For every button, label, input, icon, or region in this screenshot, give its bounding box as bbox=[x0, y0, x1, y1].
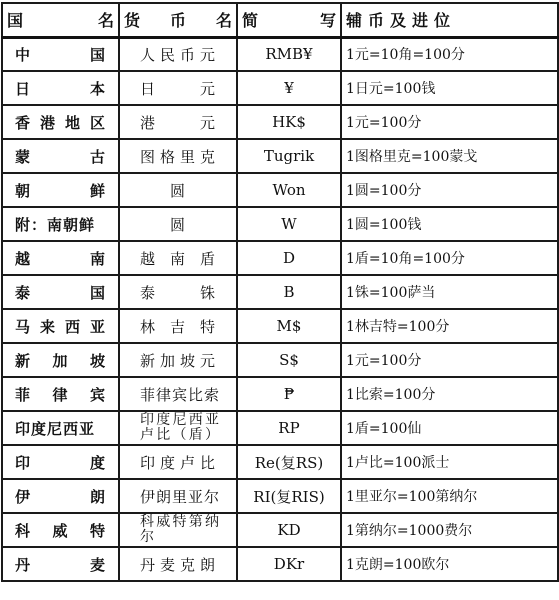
abbreviation-cell: RI(复RIS) bbox=[237, 479, 341, 513]
country-cell: 朝 鲜 bbox=[2, 173, 119, 207]
abbreviation-cell: Won bbox=[237, 173, 341, 207]
subunit-cell: 1克朗=100欧尔 bbox=[341, 547, 558, 581]
country-cell: 印度尼西亚 bbox=[2, 411, 119, 445]
subunit-cell: 1元=100分 bbox=[341, 343, 558, 377]
currency-cell: 林吉特 bbox=[119, 309, 237, 343]
abbreviation-cell: DKr bbox=[237, 547, 341, 581]
subunit-cell: 1卢比=100派士 bbox=[341, 445, 558, 479]
table-row bbox=[2, 513, 558, 547]
subunit-cell: 1林吉特=100分 bbox=[341, 309, 558, 343]
abbreviation-cell: Tugrik bbox=[237, 139, 341, 173]
country-cell: 香港地区 bbox=[2, 105, 119, 139]
abbreviation-cell: S$ bbox=[237, 343, 341, 377]
table-row bbox=[2, 37, 558, 71]
abbreviation-cell: Re(复RS) bbox=[237, 445, 341, 479]
table-row bbox=[2, 71, 558, 105]
subunit-cell: 1图格里克=100蒙戈 bbox=[341, 139, 558, 173]
currency-cell: 印度尼西亚卢比（盾） bbox=[119, 411, 237, 445]
table-row bbox=[2, 105, 558, 139]
subunit-cell: 1铢=100萨当 bbox=[341, 275, 558, 309]
currency-cell: 圆 bbox=[119, 207, 237, 241]
subunit-cell: 1里亚尔=100第纳尔 bbox=[341, 479, 558, 513]
country-cell: 菲律宾 bbox=[2, 377, 119, 411]
currency-table bbox=[1, 2, 559, 582]
currency-cell: 新加坡元 bbox=[119, 343, 237, 377]
currency-cell: 丹麦克朗 bbox=[119, 547, 237, 581]
table-row bbox=[2, 445, 558, 479]
abbreviation-cell: HK$ bbox=[237, 105, 341, 139]
country-cell: 新加坡 bbox=[2, 343, 119, 377]
abbreviation-cell: M$ bbox=[237, 309, 341, 343]
subunit-cell: 1盾=10角=100分 bbox=[341, 241, 558, 275]
abbreviation-cell: KD bbox=[237, 513, 341, 547]
abbreviation-cell: W bbox=[237, 207, 341, 241]
country-cell: 蒙 古 bbox=[2, 139, 119, 173]
table-row bbox=[2, 275, 558, 309]
abbreviation-cell: D bbox=[237, 241, 341, 275]
subunit-cell: 1圆=100钱 bbox=[341, 207, 558, 241]
country-cell: 科威特 bbox=[2, 513, 119, 547]
currency-cell: 菲律宾比索 bbox=[119, 377, 237, 411]
abbreviation-cell: RMB¥ bbox=[237, 37, 341, 71]
header-currency: 货币名 bbox=[119, 3, 237, 37]
country-cell: 丹 麦 bbox=[2, 547, 119, 581]
currency-cell: 伊朗里亚尔 bbox=[119, 479, 237, 513]
subunit-cell: 1盾=100仙 bbox=[341, 411, 558, 445]
abbreviation-cell: B bbox=[237, 275, 341, 309]
currency-cell: 圆 bbox=[119, 173, 237, 207]
country-cell: 中 国 bbox=[2, 37, 119, 71]
country-cell: 马来西亚 bbox=[2, 309, 119, 343]
subunit-cell: 1元=10角=100分 bbox=[341, 37, 558, 71]
subunit-cell: 1元=100分 bbox=[341, 105, 558, 139]
subunit-cell: 1第纳尔=1000费尔 bbox=[341, 513, 558, 547]
table-row bbox=[2, 377, 558, 411]
table-row bbox=[2, 139, 558, 173]
country-cell: 伊 朗 bbox=[2, 479, 119, 513]
currency-cell: 科威特第纳尔 bbox=[119, 513, 237, 547]
header-country: 国 名 bbox=[2, 3, 119, 37]
subunit-cell: 1圆=100分 bbox=[341, 173, 558, 207]
table-row bbox=[2, 309, 558, 343]
currency-cell: 人民币元 bbox=[119, 37, 237, 71]
currency-cell: 印度卢比 bbox=[119, 445, 237, 479]
country-cell: 附：南朝鲜 bbox=[2, 207, 119, 241]
country-cell: 泰 国 bbox=[2, 275, 119, 309]
currency-cell: 日 元 bbox=[119, 71, 237, 105]
table-row bbox=[2, 207, 558, 241]
currency-cell: 港 元 bbox=[119, 105, 237, 139]
abbreviation-cell: ₱ bbox=[237, 377, 341, 411]
country-cell: 日 本 bbox=[2, 71, 119, 105]
table-row bbox=[2, 547, 558, 581]
header-abbreviation: 简 写 bbox=[237, 3, 341, 37]
table-row bbox=[2, 343, 558, 377]
currency-cell: 图格里克 bbox=[119, 139, 237, 173]
header-row bbox=[2, 3, 558, 37]
subunit-cell: 1日元=100钱 bbox=[341, 71, 558, 105]
country-cell: 印 度 bbox=[2, 445, 119, 479]
table-row bbox=[2, 173, 558, 207]
country-cell: 越 南 bbox=[2, 241, 119, 275]
table-row bbox=[2, 411, 558, 445]
abbreviation-cell: RP bbox=[237, 411, 341, 445]
table-row bbox=[2, 241, 558, 275]
currency-cell: 越南盾 bbox=[119, 241, 237, 275]
subunit-cell: 1比索=100分 bbox=[341, 377, 558, 411]
header-subunit: 辅币及进位 bbox=[341, 3, 558, 37]
currency-cell: 泰 铢 bbox=[119, 275, 237, 309]
table-row bbox=[2, 479, 558, 513]
abbreviation-cell: ¥ bbox=[237, 71, 341, 105]
